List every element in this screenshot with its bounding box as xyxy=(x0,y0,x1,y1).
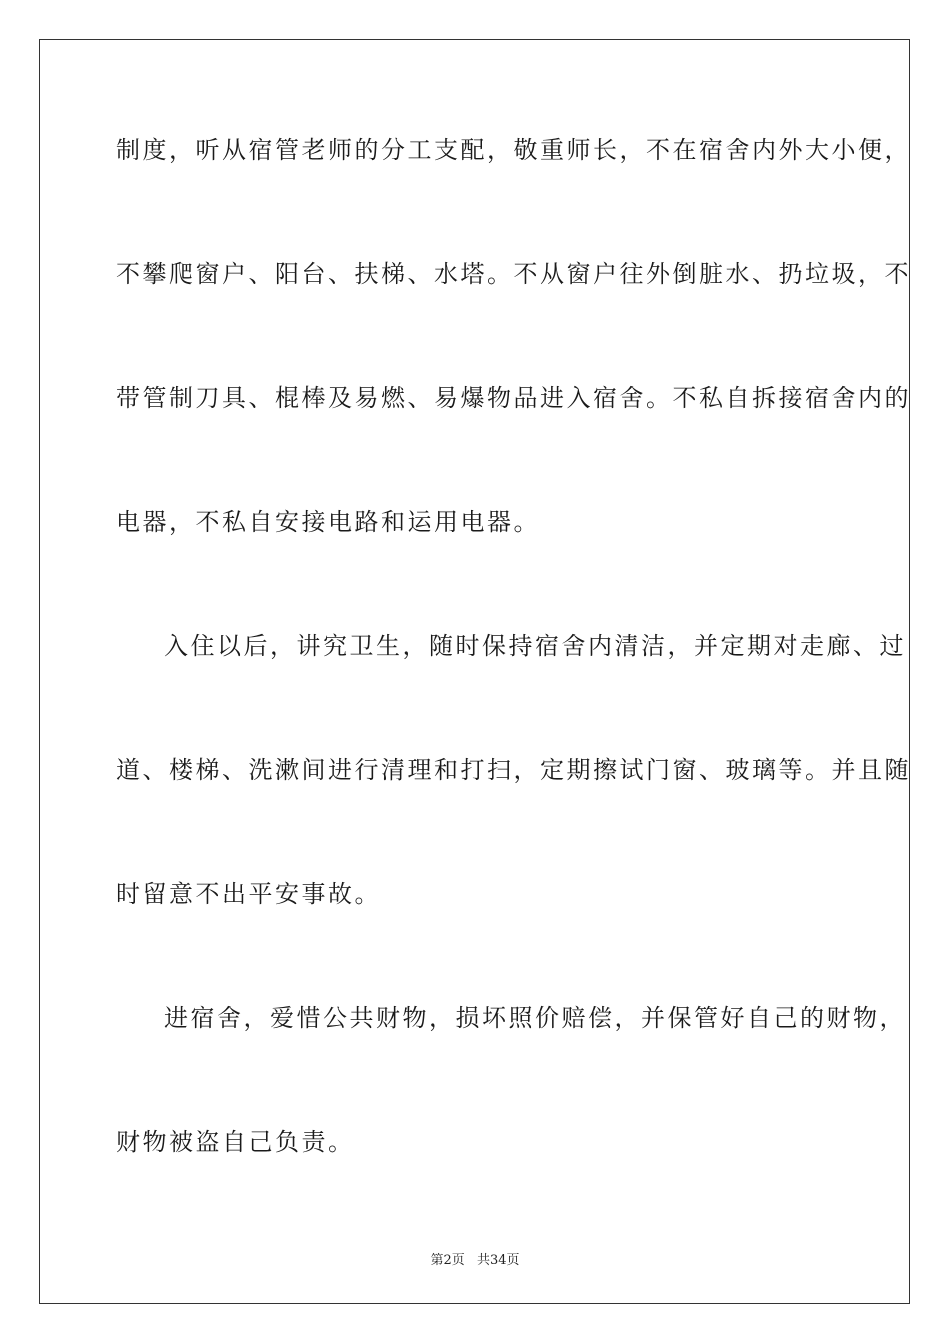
page-number: 第2页 xyxy=(430,1253,465,1268)
body-text-line-5: 入住以后，讲究卫生，随时保持宿舍内清洁，并定期对走廊、过 xyxy=(164,632,906,660)
body-text-line-4: 电器，不私自安接电路和运用电器。 xyxy=(116,508,540,536)
body-text-line-7: 时留意不出平安事故。 xyxy=(116,880,381,908)
page-total: 共34页 xyxy=(476,1253,520,1268)
body-text-line-9: 财物被盗自己负责。 xyxy=(116,1128,355,1156)
body-text-line-6: 道、楼梯、洗漱间进行清理和打扫，定期擦试门窗、玻璃等。并且随 xyxy=(116,756,911,784)
page-border xyxy=(39,39,910,1304)
page-footer xyxy=(0,1249,950,1268)
body-text-line-3: 带管制刀具、棍棒及易燃、易爆物品进入宿舍。不私自拆接宿舍内的 xyxy=(116,384,911,412)
body-text-line-8: 进宿舍，爱惜公共财物，损坏照价赔偿，并保管好自己的财物， xyxy=(164,1004,906,1032)
body-text-line-1: 制度，听从宿管老师的分工支配，敬重师长，不在宿舍内外大小便， xyxy=(116,136,911,164)
body-text-line-2: 不攀爬窗户、阳台、扶梯、水塔。不从窗户往外倒脏水、扔垃圾，不 xyxy=(116,260,911,288)
